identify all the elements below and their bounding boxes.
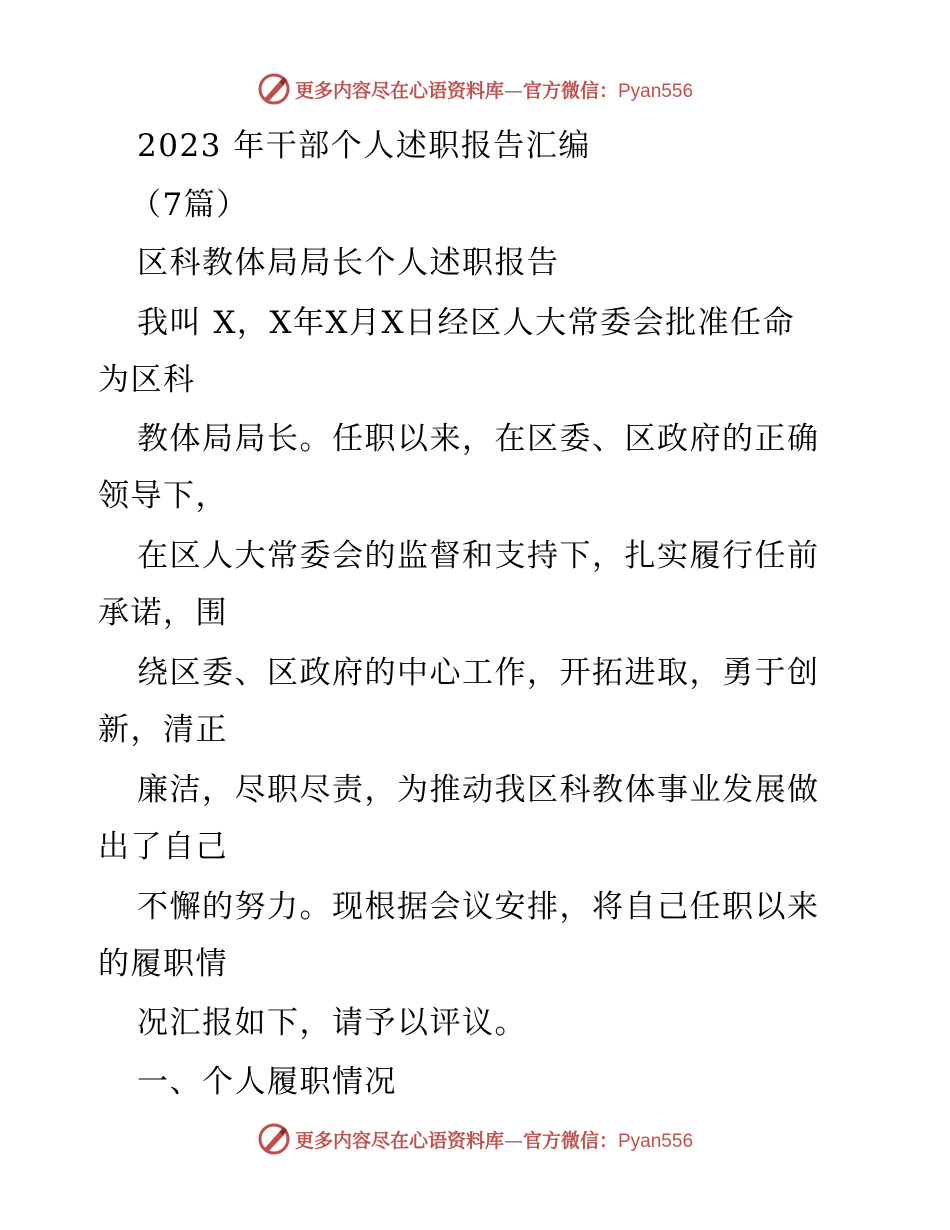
watermark-separator: — <box>503 1129 523 1152</box>
paragraph-line: 的履职情 <box>98 946 228 982</box>
paragraph-line: 出了自己 <box>98 829 228 865</box>
pen-logo-icon <box>257 1122 291 1156</box>
paragraph-line: 新，清正 <box>98 712 228 748</box>
paragraph-line: 领导下， <box>98 478 228 514</box>
watermark-main: 更多内容尽在心语资料库 <box>294 79 504 102</box>
paragraph-line: 绕区委、区政府的中心工作，开拓进取，勇于创 <box>137 655 820 691</box>
paragraph-line: 不懈的努力。现根据会议安排，将自己任职以来 <box>137 889 820 925</box>
watermark-text <box>295 1126 693 1153</box>
watermark-suffix: 官方微信： <box>522 79 618 102</box>
paragraph-line: 在区人大常委会的监督和支持下，扎实履行任前 <box>137 538 820 574</box>
watermark-footer <box>0 1122 950 1156</box>
document-subtitle: （7篇） <box>130 187 249 223</box>
watermark-separator: — <box>503 79 523 102</box>
paragraph-line: 为区科 <box>98 362 196 398</box>
watermark-id: Pyan556 <box>618 1130 694 1152</box>
watermark-id: Pyan556 <box>618 80 694 102</box>
watermark-text <box>295 76 693 103</box>
document-title: 2023 年干部个人述职报告汇编 <box>137 128 591 164</box>
watermark-header <box>0 72 950 106</box>
pen-logo-icon <box>257 72 291 106</box>
paragraph-line: 教体局局长。任职以来，在区委、区政府的正确 <box>137 421 820 457</box>
watermark-suffix: 官方微信： <box>522 1129 618 1152</box>
paragraph-line: 我叫 X，X年X月X日经区人大常委会批准任命 <box>137 305 796 341</box>
section-title: 区科教体局局长个人述职报告 <box>137 245 560 281</box>
paragraph-line: 况汇报如下，请予以评议。 <box>137 1005 527 1041</box>
section-heading: 一、个人履职情况 <box>137 1064 397 1100</box>
paragraph-line: 承诺，围 <box>98 595 228 631</box>
paragraph-line: 廉洁，尽职尽责，为推动我区科教体事业发展做 <box>137 772 820 808</box>
watermark-main: 更多内容尽在心语资料库 <box>294 1129 504 1152</box>
